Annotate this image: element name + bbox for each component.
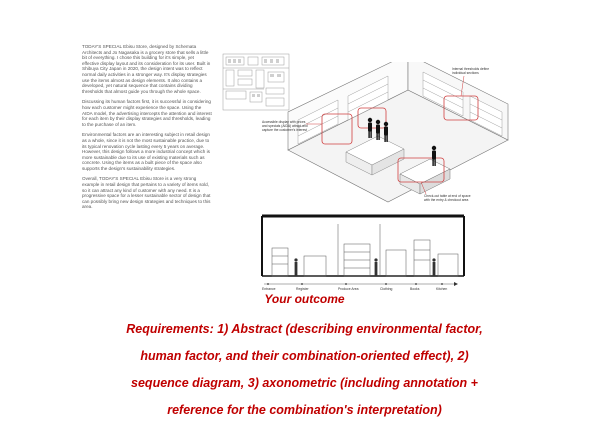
requirements-line-2: human factor, and their combination-oriented effect), 2)	[140, 349, 469, 363]
sequence-label-kitchen: Kitchen	[436, 287, 448, 291]
abstract-paragraph-3: Environmental factors are an interesting subject in retail design as a whole, since it is not the most sustainable practice, due to its typical renovation cycle lasting every 5 years on average. However, this design follows a more industrial concept which is more sustainable due to its use of existing materials such as concrete. Using the items as a built piece of the space also supports the design's sustainability strategies.	[82, 132, 210, 171]
requirements-line-4: reference for the combination's interpretation)	[167, 403, 442, 417]
annotation-checkout: Check-out table at end of space with the entry & checkout area	[424, 194, 471, 202]
outcome-block	[0, 292, 609, 424]
outcome-title: Your outcome	[264, 292, 345, 306]
abstract-text	[82, 44, 212, 215]
requirements-line-3: sequence diagram, 3) axonometric (including annotation +	[131, 376, 478, 390]
sequence-diagram	[258, 210, 468, 294]
abstract-paragraph-4: Overall, TODAY'S SPECIAL Ebisu Store is a very strong example in retail design that pertains to a variety of items sold, so it can attract any kind of customer with any need. It is a progressive space for a lesser sustainable sector of design that can possibly bring new design strategies and techniques to this area.	[82, 176, 211, 210]
annotation-thresholds: Internal thresholds define individual sections	[452, 67, 490, 75]
abstract-paragraph-1: TODAY'S SPECIAL Ebisu Store, designed by Schemata Architects and Jo Nagasaka is a grocery store that sells a little bit of everything. I chose this building for it's simple, yet effective display layout and its consideration for its user. Built in Shibuya City Japan in 2020, the design intent was to reflect normal daily activities in a stronger way. It's display strategies use the items almost as design elements. It also contains a developed, yet natural sequence that contains dividing thresholds that almost guide you through the whole space.	[82, 44, 211, 94]
annotation-display: Accessible display with prices and specials (AIDA) attract and capture the customer's interest	[262, 120, 308, 132]
sequence-label-register: Register	[296, 287, 309, 291]
sequence-label-produce: Produce Area	[338, 287, 359, 291]
axonometric-drawing	[258, 62, 530, 210]
sequence-label-clothing: Clothing	[380, 287, 393, 291]
abstract-paragraph-2: Discussing its human factors first, it is successful in considering how each customer might experience the space. Using the AIDA model, the advertising intercepts the attention and interest for each item by their display strategies and thresholds, leading to the purchase of an item.	[82, 99, 212, 127]
sequence-label-entrance: Entrance	[262, 287, 276, 291]
requirements-line-1: Requirements: 1) Abstract (describing environmental factor,	[126, 322, 483, 336]
sequence-label-books: Books	[410, 287, 420, 291]
